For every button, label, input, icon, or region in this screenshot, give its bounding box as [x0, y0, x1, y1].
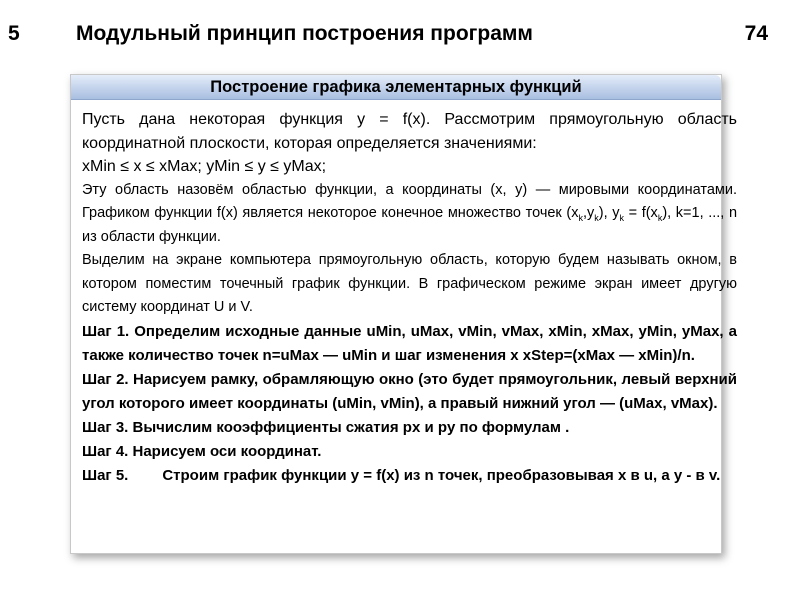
step-1: Шаг 1. Определим исходные данные uMin, uMax, vMin, vMax, xMin, xMax, yMin, yMax, а также количество точек n=uMax — uMin и шаг изменения x xStep=(xMax — xMin)/n.: [82, 322, 737, 364]
intro-paragraph: Пусть дана некоторая функция y = f(x). Рассмотрим прямоугольную область координатной плоскости, которая определяется значениями:: [82, 111, 737, 152]
tail-text: ), k=1, ..., n из области функции.: [82, 205, 738, 245]
window-paragraph: Выделим на экране компьютера прямоугольную область, которую будем называть окном, в котором поместим точечный график функции. В графическом режиме экран имеет другую систему координат U и V.: [82, 252, 737, 315]
comma-y: ,y: [582, 205, 595, 221]
domain-text: Эту область назовём областью функции, а координаты (x, y) — мировыми координатами. Графиком функции f(x) является некоторое конечное множество точек (x: [82, 181, 737, 221]
subscript-k: k: [619, 212, 624, 223]
step-3: Шаг 3. Вычислим кооэффициенты сжатия px и py по формулам .: [82, 418, 570, 436]
panel-heading: Построение графика элементарных функций: [71, 75, 721, 100]
content-text: [82, 108, 737, 488]
mid-text: ), y: [598, 205, 620, 221]
step-5-text: Строим график функции y = f(x) из n точек, преобразовывая x в u, а y - в v.: [162, 466, 721, 484]
domain-paragraph: [82, 179, 737, 250]
step-2: Шаг 2. Нарисуем рамку, обрамляющую окно (это будет прямоугольник, левый верхний угол которого имеет координаты (uMin, vMin), а правый нижний угол — (uMax, vMax).: [82, 370, 737, 412]
mid-text: = f(x: [624, 205, 658, 221]
subscript-k: k: [594, 212, 599, 223]
page-number: 74: [744, 22, 768, 45]
subscript-k: k: [578, 212, 583, 223]
step-5: [82, 464, 737, 488]
range-paragraph: xMin ≤ x ≤ xMax; yMin ≤ y ≤ yMax;: [82, 158, 327, 175]
slide-title: Модульный принцип построения программ: [76, 22, 533, 45]
step-4: Шаг 4. Нарисуем оси координат.: [82, 442, 322, 460]
subscript-k: k: [657, 212, 663, 223]
slide-header: [8, 22, 768, 52]
section-number: 5: [8, 22, 20, 45]
step-5-label: Шаг 5.: [82, 466, 129, 484]
